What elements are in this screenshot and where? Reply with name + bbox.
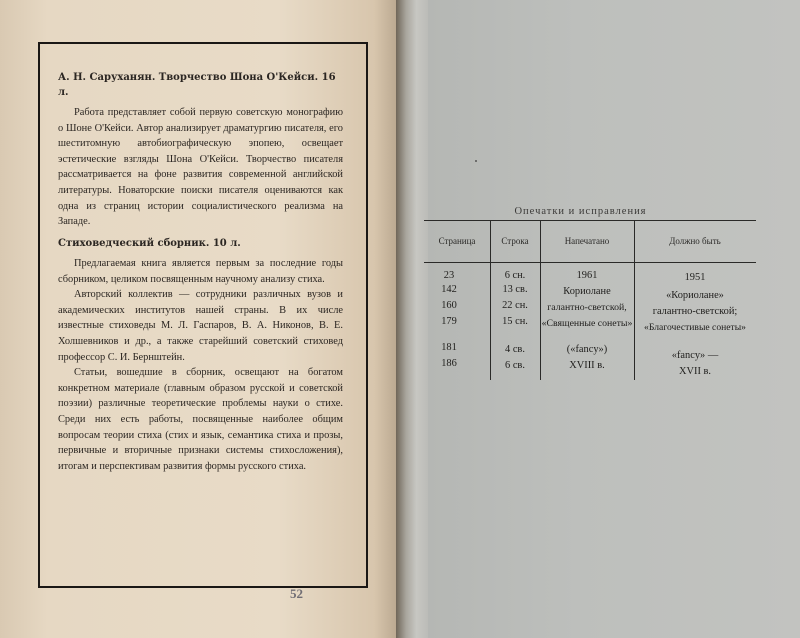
paper-speck <box>475 160 477 162</box>
cell-printed: Кориолане <box>563 286 611 297</box>
header-printed: Напечатано <box>564 236 610 246</box>
cell-page: 23 <box>443 270 455 281</box>
annotation-sarukhanyan <box>58 70 343 230</box>
errata-table <box>424 220 756 386</box>
cell-printed: галантно-светской, <box>547 302 627 313</box>
cell-printed: «Священные сонеты» <box>541 318 633 329</box>
cell-line: 6 сн. <box>504 270 526 281</box>
header-line: Строка <box>501 236 529 246</box>
cell-should-be: «fancy» — <box>671 350 719 361</box>
cell-should-be: галантно-светской; <box>652 306 738 317</box>
annotation-title: Стиховедческий сборник. 10 л. <box>58 238 241 249</box>
cell-line: 22 сн. <box>502 300 528 311</box>
cell-printed: 1961 <box>576 270 598 281</box>
cell-printed: («fancy») <box>566 344 608 355</box>
cell-line: 13 св. <box>502 284 528 295</box>
header-page: Страница <box>438 236 476 246</box>
cell-line: 15 сн. <box>502 316 528 327</box>
cell-should-be: 1951 <box>684 272 706 283</box>
cell-page: 179 <box>441 316 457 327</box>
cell-page: 181 <box>441 342 457 353</box>
cell-line: 4 св. <box>505 344 525 355</box>
cell-page: 186 <box>441 358 457 369</box>
cell-page: 160 <box>441 300 457 311</box>
annotation-stikhovedchesky <box>58 236 343 474</box>
annotation-paragraph: Работа представляет собой первую советскую монографию о Шоне О'Кейси. Автор анализирует драматургию писателя, его шеститомную автобиографическую эпопею, освещает эстетические взгляды Шона О'Кейси. Творчество писателя рассматривается на фоне развития современной английской литературы. Новаторские поиски писателя оцениваются как одна из страниц истории социалистического реализма на Западе. <box>58 107 343 228</box>
cell-printed: XVIII в. <box>569 360 605 371</box>
cell-should-be: «Благочестивые сонеты» <box>644 322 746 333</box>
cell-line: 6 св. <box>505 360 525 371</box>
annotation-title: А. Н. Саруханян. Творчество Шона О'Кейси. 16 л. <box>58 72 336 98</box>
header-should-be: Должно быть <box>669 236 721 246</box>
errata-title: Опечатки и исправления <box>514 206 647 217</box>
table-top-rule <box>424 220 756 221</box>
page-number: 52 <box>290 586 303 601</box>
annotation-paragraph: Статьи, вошедшие в сборник, освещают на богатом конкретном материале (главным образом русской и советской поэзии) различные теоретические проблемы науки о стихе. Среди них есть работы, посвященные наиболее общим вопросам теории стиха (стих и язык, семантика стиха и прозы, первичные и вторичные признаки системы стихосложения), итогам и перспективам развития формы русского стиха. <box>58 367 343 472</box>
cell-should-be: «Кориолане» <box>666 290 724 301</box>
table-header-rule <box>424 262 756 263</box>
cell-should-be: XVII в. <box>678 366 712 377</box>
annotation-paragraph: Авторский коллектив — сотрудники различных вузов и академических институтов нашей страны. В их числе известные стиховеды М. Л. Гаспаров, В. А. Никонов, В. Е. Холшевников и др., а также старейший советский стиховед профессор С. И. Бернштейн. <box>58 289 343 363</box>
cell-page: 142 <box>441 284 457 295</box>
annotation-paragraph: Предлагаемая книга является первым за последние годы сборником, целиком посвященным научному анализу стиха. <box>58 258 343 285</box>
